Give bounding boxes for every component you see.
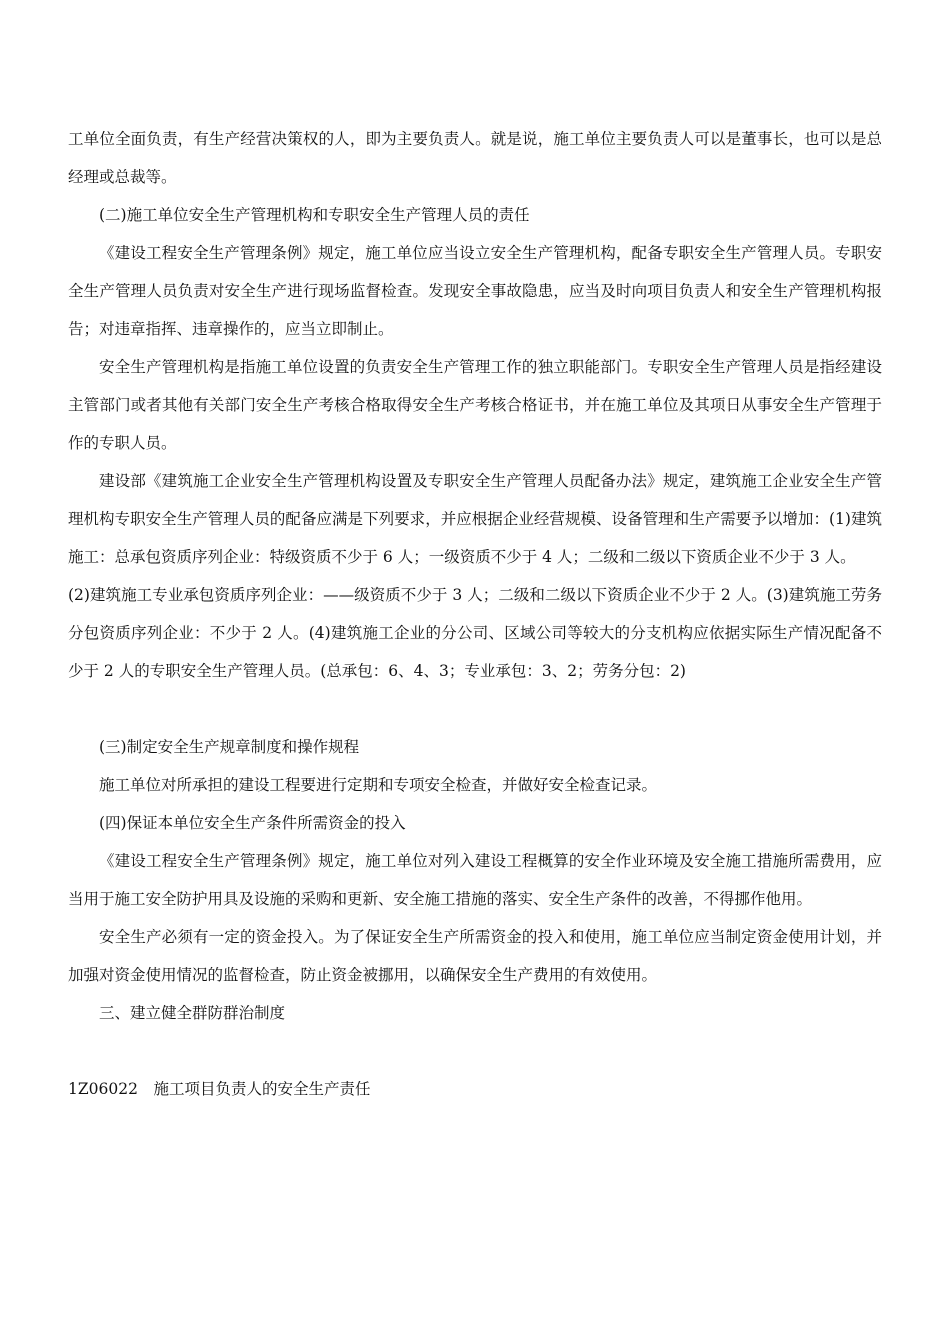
section-heading-3: (三)制定安全生产规章制度和操作规程 <box>99 738 360 756</box>
paragraph-staffing-requirements: 建设部《建筑施工企业安全生产管理机构设置及专职安全生产管理人员配备办法》规定，建筑施工企业安全生产管理机构专职安全生产管理人员的配备应满是下列要求，并应根据企业经营规模、设备管理和生产需要予以增加：(1)建筑施工：总承包资质序列企业：特级资质不少于 6 人；一级资质不少于 4 人；二级和二级以下资质企业不少于 3 人。 <box>68 472 882 566</box>
paragraph-staffing-requirements-cont: (2)建筑施工专业承包资质序列企业：——级资质不少于 3 人；二级和二级以下资质企业不少于 2 人。(3)建筑施工劳务分包资质序列企业：不少于 2 人。(4)建筑施工企业的分公司、区域公司等较大的分支机构应依据实际生产情况配备不少于 2 人的专职安全生产管理人员。(总承包：6、4、3；专业承包：3、2；劳务分包：2) <box>68 586 882 680</box>
paragraph-regulation-safety-org: 《建设工程安全生产管理条例》规定，施工单位应当设立安全生产管理机构，配备专职安全生产管理人员。专职安全生产管理人员负责对安全生产进行现场监督检查。发现安全事故隐患，应当及时向项目负责人和安全生产管理机构报告；对违章指挥、违章操作的，应当立即制止。 <box>68 244 882 338</box>
paragraph-main-responsible-person: 工单位全面负责，有生产经营决策权的人，即为主要负责人。就是说，施工单位主要负责人可以是董事长，也可以是总经理或总裁等。 <box>68 130 882 186</box>
paragraph-safety-org-definition: 安全生产管理机构是指施工单位设置的负责安全生产管理工作的独立职能部门。专职安全生产管理人员是指经建设主管部门或者其他有关部门安全生产考核合格取得安全生产考核合格证书，并在施工单位及其项日从事安全生产管理于作的专职人员。 <box>68 358 882 452</box>
spacer <box>68 1032 882 1070</box>
paragraph-safety-inspection: 施工单位对所承担的建设工程要进行定期和专项安全检查，并做好安全检查记录。 <box>99 776 658 794</box>
section-heading-1z06022: 1Z06022 施工项目负责人的安全生产责任 <box>68 1080 371 1098</box>
section-heading-three: 三、建立健全群防群治制度 <box>99 1004 286 1022</box>
section-heading-4: (四)保证本单位安全生产条件所需资金的投入 <box>99 814 406 832</box>
section-heading-2: (二)施工单位安全生产管理机构和专职安全生产管理人员的责任 <box>99 206 530 224</box>
spacer <box>68 690 882 728</box>
paragraph-funding-usage: 安全生产必须有一定的资金投入。为了保证安全生产所需资金的投入和使用，施工单位应当制定资金使用计划，并加强对资金使用情况的监督检查，防止资金被挪用，以确保安全生产费用的有效使用。 <box>68 928 882 984</box>
paragraph-regulation-funding: 《建设工程安全生产管理条例》规定，施工单位对列入建设工程概算的安全作业环境及安全施工措施所需费用，应当用于施工安全防护用具及设施的采购和更新、安全施工措施的落实、安全生产条件的改善，不得挪作他用。 <box>68 852 882 908</box>
document-page <box>68 120 882 1108</box>
